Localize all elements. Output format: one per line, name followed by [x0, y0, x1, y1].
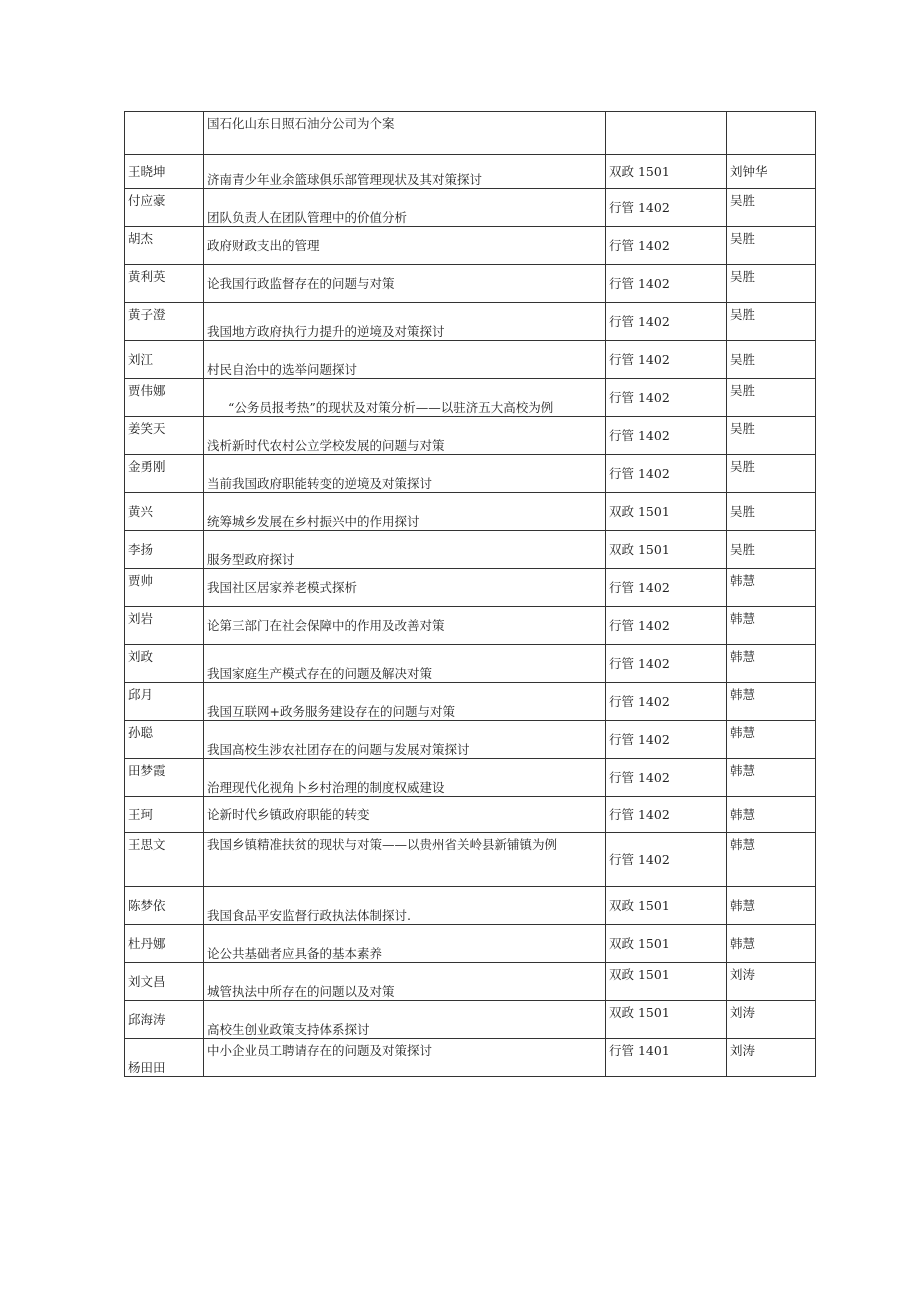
- student-name-cell: 王晓坤: [125, 155, 204, 189]
- table-row: [125, 303, 816, 341]
- class-cell: 行管 1402: [606, 759, 727, 797]
- thesis-title-cell: 当前我国政府职能转变的逆境及对策探讨: [204, 455, 606, 493]
- student-name-cell: 杜丹娜: [125, 925, 204, 963]
- student-name-cell: 胡杰: [125, 227, 204, 265]
- class-cell: 行管 1402: [606, 607, 727, 645]
- thesis-assignment-table: [124, 111, 816, 1077]
- tutor-cell: 吴胜: [727, 227, 816, 265]
- class-cell: 双政 1501: [606, 1001, 727, 1039]
- student-name-cell: 李扬: [125, 531, 204, 569]
- tutor-cell: 韩慧: [727, 569, 816, 607]
- student-name-cell: 王思文: [125, 833, 204, 887]
- thesis-title-cell: 我国社区居家养老模式探析: [204, 569, 606, 607]
- thesis-title-cell: 团队负责人在团队管理中的价值分析: [204, 189, 606, 227]
- class-cell: 行管 1402: [606, 341, 727, 379]
- thesis-title-cell: 论公共基础者应具备的基本素养: [204, 925, 606, 963]
- thesis-title-cell: 我国食品平安监督行政执法体制探讨.: [204, 887, 606, 925]
- class-cell: 双政 1501: [606, 887, 727, 925]
- thesis-title-cell: 城管执法中所存在的问题以及对策: [204, 963, 606, 1001]
- student-name-cell: 贾伟娜: [125, 379, 204, 417]
- class-cell: 行管 1402: [606, 721, 727, 759]
- tutor-cell: 吴胜: [727, 341, 816, 379]
- tutor-cell: 吴胜: [727, 531, 816, 569]
- thesis-title-cell: 政府财政支出的管理: [204, 227, 606, 265]
- table-row: [125, 833, 816, 887]
- student-name-cell: 邱月: [125, 683, 204, 721]
- table-row: [125, 797, 816, 833]
- table-row: [125, 155, 816, 189]
- student-name-cell: 刘江: [125, 341, 204, 379]
- class-cell: 行管 1402: [606, 189, 727, 227]
- student-name-cell: 黄兴: [125, 493, 204, 531]
- tutor-cell: 韩慧: [727, 721, 816, 759]
- tutor-cell: 刘涛: [727, 963, 816, 1001]
- thesis-title-cell: 村民自治中的选举问题探讨: [204, 341, 606, 379]
- tutor-cell: 韩慧: [727, 645, 816, 683]
- student-name-cell: 付应豪: [125, 189, 204, 227]
- thesis-title-cell: 我国乡镇精准扶贫的现状与对策——以贵州省关岭县新铺镇为例: [204, 833, 606, 887]
- tutor-cell: 韩慧: [727, 925, 816, 963]
- student-name-cell: 姜笑天: [125, 417, 204, 455]
- student-name-cell: 刘岩: [125, 607, 204, 645]
- thesis-title-cell: 济南青少年业余篮球俱乐部管理现状及其对策探讨: [204, 155, 606, 189]
- student-name-cell: 王珂: [125, 797, 204, 833]
- tutor-cell: 韩慧: [727, 607, 816, 645]
- tutor-cell: 刘涛: [727, 1001, 816, 1039]
- thesis-title-cell: 论我国行政监督存在的问题与对策: [204, 265, 606, 303]
- tutor-cell: 吴胜: [727, 303, 816, 341]
- tutor-cell: 韩慧: [727, 759, 816, 797]
- tutor-cell: 刘钟华: [727, 155, 816, 189]
- student-name-cell: [125, 112, 204, 155]
- table-row: [125, 1039, 816, 1077]
- thesis-title-cell: 我国地方政府执行力提升的逆境及对策探讨: [204, 303, 606, 341]
- class-cell: 行管 1402: [606, 455, 727, 493]
- tutor-cell: 吴胜: [727, 265, 816, 303]
- class-cell: 行管 1402: [606, 265, 727, 303]
- table-row: [125, 189, 816, 227]
- thesis-title-cell: 我国高校生涉农社团存在的问题与发展对策探讨: [204, 721, 606, 759]
- class-cell: 行管 1402: [606, 303, 727, 341]
- student-name-cell: 贾帅: [125, 569, 204, 607]
- table-row: [125, 379, 816, 417]
- student-name-cell: 陈梦依: [125, 887, 204, 925]
- table-row: [125, 455, 816, 493]
- tutor-cell: 吴胜: [727, 379, 816, 417]
- class-cell: 双政 1501: [606, 155, 727, 189]
- table-row: [125, 493, 816, 531]
- class-cell: 行管 1401: [606, 1039, 727, 1077]
- table-row: [125, 1001, 816, 1039]
- tutor-cell: 刘涛: [727, 1039, 816, 1077]
- table-body: [125, 112, 816, 1077]
- table-row: [125, 721, 816, 759]
- class-cell: [606, 112, 727, 155]
- table-row: [125, 112, 816, 155]
- thesis-title-cell: 高校生创业政策支持体系探讨: [204, 1001, 606, 1039]
- class-cell: 行管 1402: [606, 833, 727, 887]
- tutor-cell: 韩慧: [727, 797, 816, 833]
- thesis-title-cell: 统筹城乡发展在乡村振兴中的作用探讨: [204, 493, 606, 531]
- tutor-cell: 韩慧: [727, 683, 816, 721]
- tutor-cell: 吴胜: [727, 455, 816, 493]
- student-name-cell: 黄子澄: [125, 303, 204, 341]
- class-cell: 行管 1402: [606, 569, 727, 607]
- table-row: [125, 341, 816, 379]
- table-row: [125, 417, 816, 455]
- tutor-cell: 吴胜: [727, 417, 816, 455]
- table-row: [125, 683, 816, 721]
- table-row: [125, 645, 816, 683]
- thesis-title-cell: 服务型政府探讨: [204, 531, 606, 569]
- thesis-title-cell: 国石化山东日照石油分公司为个案: [204, 112, 606, 155]
- student-name-cell: 杨田田: [125, 1039, 204, 1077]
- thesis-title-cell: 我国互联网+政务服务建设存在的问题与对策: [204, 683, 606, 721]
- tutor-cell: [727, 112, 816, 155]
- thesis-title-cell: 浅析新时代农村公立学校发展的问题与对策: [204, 417, 606, 455]
- table-row: [125, 607, 816, 645]
- table-row: [125, 759, 816, 797]
- table-row: [125, 925, 816, 963]
- class-cell: 行管 1402: [606, 683, 727, 721]
- student-name-cell: 邱海涛: [125, 1001, 204, 1039]
- class-cell: 行管 1402: [606, 379, 727, 417]
- tutor-cell: 吴胜: [727, 189, 816, 227]
- class-cell: 行管 1402: [606, 797, 727, 833]
- tutor-cell: 韩慧: [727, 833, 816, 887]
- thesis-title-cell: “公务员报考热”的现状及对策分析——以驻济五大高校为例: [204, 379, 606, 417]
- thesis-title-cell: 治理现代化视角卜乡村治理的制度权威建设: [204, 759, 606, 797]
- class-cell: 双政 1501: [606, 963, 727, 1001]
- thesis-title-cell: 我国家庭生产模式存在的问题及解决对策: [204, 645, 606, 683]
- student-name-cell: 刘政: [125, 645, 204, 683]
- class-cell: 双政 1501: [606, 531, 727, 569]
- tutor-cell: 吴胜: [727, 493, 816, 531]
- student-name-cell: 金勇刚: [125, 455, 204, 493]
- thesis-title-cell: 中小企业员工聘请存在的问题及对策探讨: [204, 1039, 606, 1077]
- student-name-cell: 刘文昌: [125, 963, 204, 1001]
- student-name-cell: 黄利英: [125, 265, 204, 303]
- table-row: [125, 569, 816, 607]
- student-name-cell: 孙聪: [125, 721, 204, 759]
- student-name-cell: 田梦霞: [125, 759, 204, 797]
- table-row: [125, 265, 816, 303]
- tutor-cell: 韩慧: [727, 887, 816, 925]
- table-row: [125, 963, 816, 1001]
- table-row: [125, 531, 816, 569]
- class-cell: 双政 1501: [606, 925, 727, 963]
- table-row: [125, 227, 816, 265]
- class-cell: 行管 1402: [606, 227, 727, 265]
- thesis-title-cell: 论新时代乡镇政府职能的转变: [204, 797, 606, 833]
- class-cell: 行管 1402: [606, 645, 727, 683]
- class-cell: 双政 1501: [606, 493, 727, 531]
- table-row: [125, 887, 816, 925]
- thesis-title-cell: 论第三部门在社会保障中的作用及改善对策: [204, 607, 606, 645]
- class-cell: 行管 1402: [606, 417, 727, 455]
